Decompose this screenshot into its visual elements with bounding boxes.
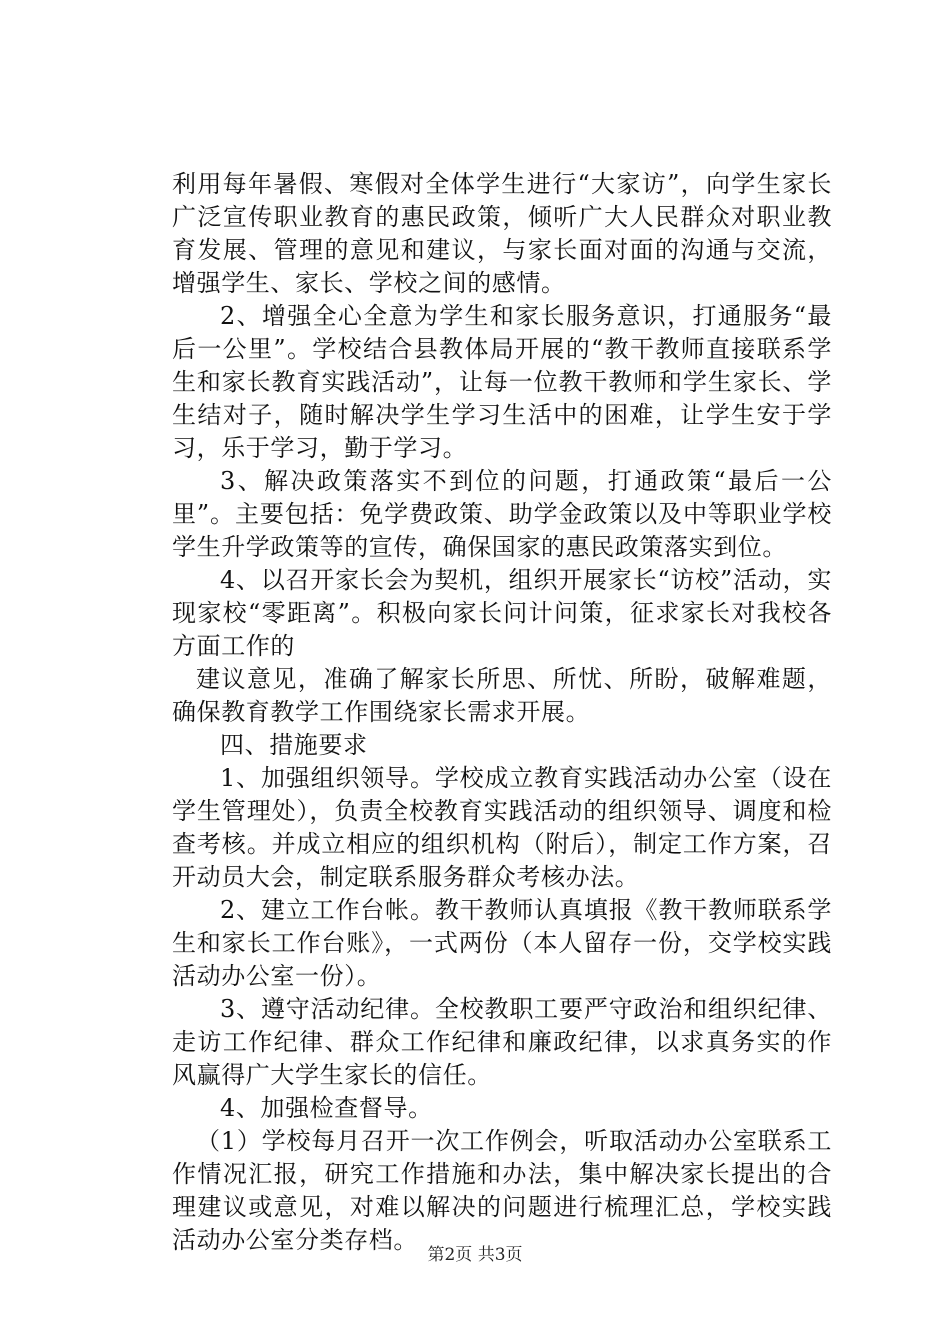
paragraph-home-visits: 利用每年暑假、寒假对全体学生进行“大家访”，向学生家长广泛宣传职业教育的惠民政策，倾听广大人民群众对职业教育发展、管理的意见和建议，与家长面对面的沟通与交流，增强学生、家长、学校之间的感情。: [172, 170, 832, 297]
paragraph-activity-discipline: 3、遵守活动纪律。全校教职工要严守政治和组织纪律、走访工作纪律、群众工作纪律和廉政纪律，以求真务实的作风赢得广大学生家长的信任。: [172, 995, 832, 1089]
page-number-footer: 第2页 共3页: [427, 1245, 523, 1265]
paragraph-work-ledger: 2、建立工作台帐。教干教师认真填报《教干教师联系学生和家长工作台账》，一式两份（本人留存一份，交学校实践活动办公室一份）。: [172, 896, 832, 990]
paragraph-organization-leadership: 1、加强组织领导。学校成立教育实践活动办公室（设在学生管理处），负责全校教育实践活动的组织领导、调度和检查考核。并成立相应的组织机构（附后），制定工作方案，召开动员大会，制定联系服务群众考核办法。: [172, 764, 832, 891]
paragraph-monthly-meeting: （1）学校每月召开一次工作例会，听取活动办公室联系工作情况汇报，研究工作措施和办法，集中解决家长提出的合理建议或意见，对难以解决的问题进行梳理汇总，学校实践活动办公室分类存档。: [172, 1127, 832, 1254]
paragraph-service-awareness: 2、增强全心全意为学生和家长服务意识，打通服务“最后一公里”。学校结合县教体局开展的“教干教师直接联系学生和家长教育实践活动”，让每一位教干教师和学生家长、学生结对子，随时解决学生学习生活中的困难，让学生安于学习，乐于学习，勤于学习。: [172, 302, 832, 462]
paragraph-policy-implementation: 3、解决政策落实不到位的问题，打通政策“最后一公里”。主要包括：免学费政策、助学金政策以及中等职业学校学生升学政策等的宣传，确保国家的惠民政策落实到位。: [172, 467, 832, 561]
paragraph-parent-suggestions: 建议意见，准确了解家长所思、所忧、所盼，破解难题，确保教育教学工作围绕家长需求开展。: [172, 665, 832, 726]
paragraph-inspection-supervision: 4、加强检查督导。: [220, 1094, 433, 1122]
section-heading-measures: 四、措施要求: [220, 731, 368, 759]
document-body: [172, 168, 832, 1257]
paragraph-parent-meeting: 4、以召开家长会为契机，组织开展家长“访校”活动，实现家校“零距离”。积极向家长问计问策，征求家长对我校各方面工作的: [172, 566, 832, 660]
